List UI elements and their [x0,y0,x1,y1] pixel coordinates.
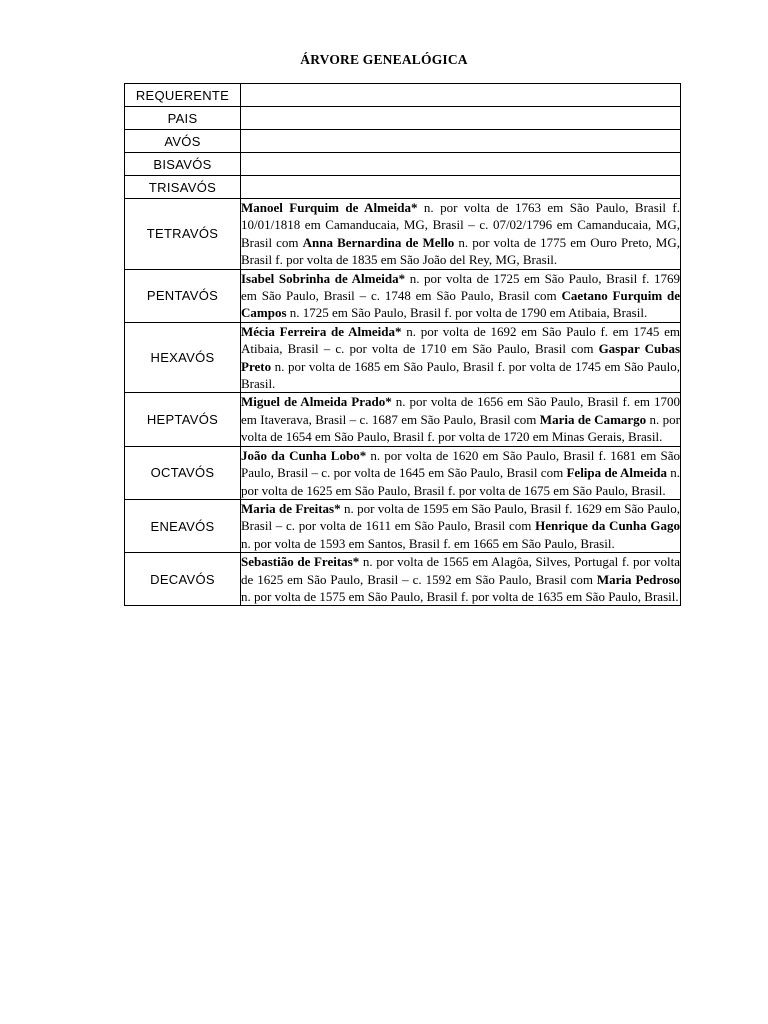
ancestor-details: n. por volta de 1593 em Santos, Brasil f. em 1665 em São Paulo, Brasil. [241,535,615,551]
ancestor-entry [241,176,681,199]
ancestor-details: n. por volta de 1595 em São Paulo, Brasil f. 1629 em São Paulo, Brasil – c. por volta de 1611 em São Paulo, Brasil com [241,500,680,534]
ancestor-name: Isabel Sobrinha de Almeida* [241,270,406,286]
ancestor-details: n. por volta de 1725 em São Paulo, Brasil f. 1769 em São Paulo, Brasil – c. 1748 em São Paulo, Brasil com [241,270,681,304]
ancestor-entry [241,446,681,499]
ancestor-entry [241,130,681,153]
generation-row [125,322,681,393]
ancestor-details: n. por volta de 1575 em São Paulo, Brasil f. por volta de 1635 em São Paulo, Brasil. [241,588,679,604]
ancestor-entry [241,553,681,606]
ancestor-name: Maria de Camargo [539,411,647,427]
generation-label: ENEAVÓS [125,499,241,552]
ancestor-entry [241,199,681,270]
ancestor-entry [241,499,681,552]
generation-row [125,199,681,270]
ancestor-details: n. por volta de 1625 em São Paulo, Brasil f. por volta de 1675 em São Paulo, Brasil. [241,465,680,498]
generation-label: PAIS [125,107,241,130]
generation-label: BISAVÓS [125,153,241,176]
ancestor-name: Maria Pedroso [596,571,680,587]
generation-row [125,153,681,176]
genealogy-table [124,83,681,606]
ancestor-entry [241,84,681,107]
ancestor-name: Gaspar Cubas Preto [241,341,680,374]
generation-label: AVÓS [125,130,241,153]
generation-label: HEPTAVÓS [125,393,241,446]
generation-label: TETRAVÓS [125,199,241,270]
ancestor-details: n. por volta de 1654 em São Paulo, Brasil f. por volta de 1720 em Minas Gerais, Brasil. [241,411,681,445]
generation-row [125,499,681,552]
ancestor-entry [241,393,681,446]
generation-row [125,176,681,199]
ancestor-details: n. por volta de 1565 em Alagôa, Silves, Portugal f. por volta de 1625 em São Paulo, Brasil – c. 1592 em São Paulo, Brasil com [241,554,680,587]
ancestor-name: Henrique da Cunha Gago [535,518,680,534]
ancestor-name: Anna Bernardina de Mello [302,234,455,250]
ancestor-details: n. 1725 em São Paulo, Brasil f. por volta de 1790 em Atibaia, Brasil. [286,305,648,321]
generation-row [125,269,681,322]
generation-label: DECAVÓS [125,553,241,606]
ancestor-name: Mécia Ferreira de Almeida* [241,323,402,339]
ancestor-entry [241,269,681,322]
generation-label: PENTAVÓS [125,269,241,322]
generation-label: REQUERENTE [125,84,241,107]
ancestor-details: n. por volta de 1692 em São Paulo f. em 1745 em Atibaia, Brasil – c. por volta de 1710 em São Paulo, Brasil com [241,323,680,357]
generation-row [125,446,681,499]
ancestor-entry [241,153,681,176]
generation-row [125,130,681,153]
ancestor-entry [241,322,681,393]
generation-row [125,553,681,606]
ancestor-details: n. por volta de 1775 em Ouro Preto, MG, Brasil f. por volta de 1835 em São João del Rey, MG, Brasil. [241,234,680,268]
generation-row [125,107,681,130]
generation-row [125,84,681,107]
generation-label: TRISAVÓS [125,176,241,199]
ancestor-name: Maria de Freitas* [241,500,341,516]
ancestor-details: n. por volta de 1620 em São Paulo, Brasil f. 1681 em São Paulo, Brasil – c. por volta de 1645 em São Paulo, Brasil com [241,447,680,481]
ancestor-details: n. por volta de 1656 em São Paulo, Brasil f. em 1700 em Itaverava, Brasil – c. 1687 em São Paulo, Brasil com [241,394,680,427]
ancestor-details: n. por volta de 1763 em São Paulo, Brasil f. 10/01/1818 em Camanducaia, MG, Brasil – c. 07/02/1796 em Camanducaia, MG, Brasil com [241,200,680,250]
generation-label: HEXAVÓS [125,322,241,393]
generation-row [125,393,681,446]
ancestor-name: Felipa de Almeida [566,465,667,481]
ancestor-name: Caetano Furquim de Campos [241,288,680,321]
ancestor-entry [241,107,681,130]
ancestor-name: Sebastião de Freitas* [241,554,360,570]
document-title: ÁRVORE GENEALÓGICA [300,52,468,67]
ancestor-name: Manoel Furquim de Almeida* [241,200,418,215]
generation-label: OCTAVÓS [125,446,241,499]
genealogy-table-body [125,84,681,606]
ancestor-name: Miguel de Almeida Prado* [241,394,392,410]
ancestor-name: João da Cunha Lobo* [241,447,367,463]
ancestor-details: n. por volta de 1685 em São Paulo, Brasil f. por volta de 1745 em São Paulo, Brasil. [241,358,680,392]
